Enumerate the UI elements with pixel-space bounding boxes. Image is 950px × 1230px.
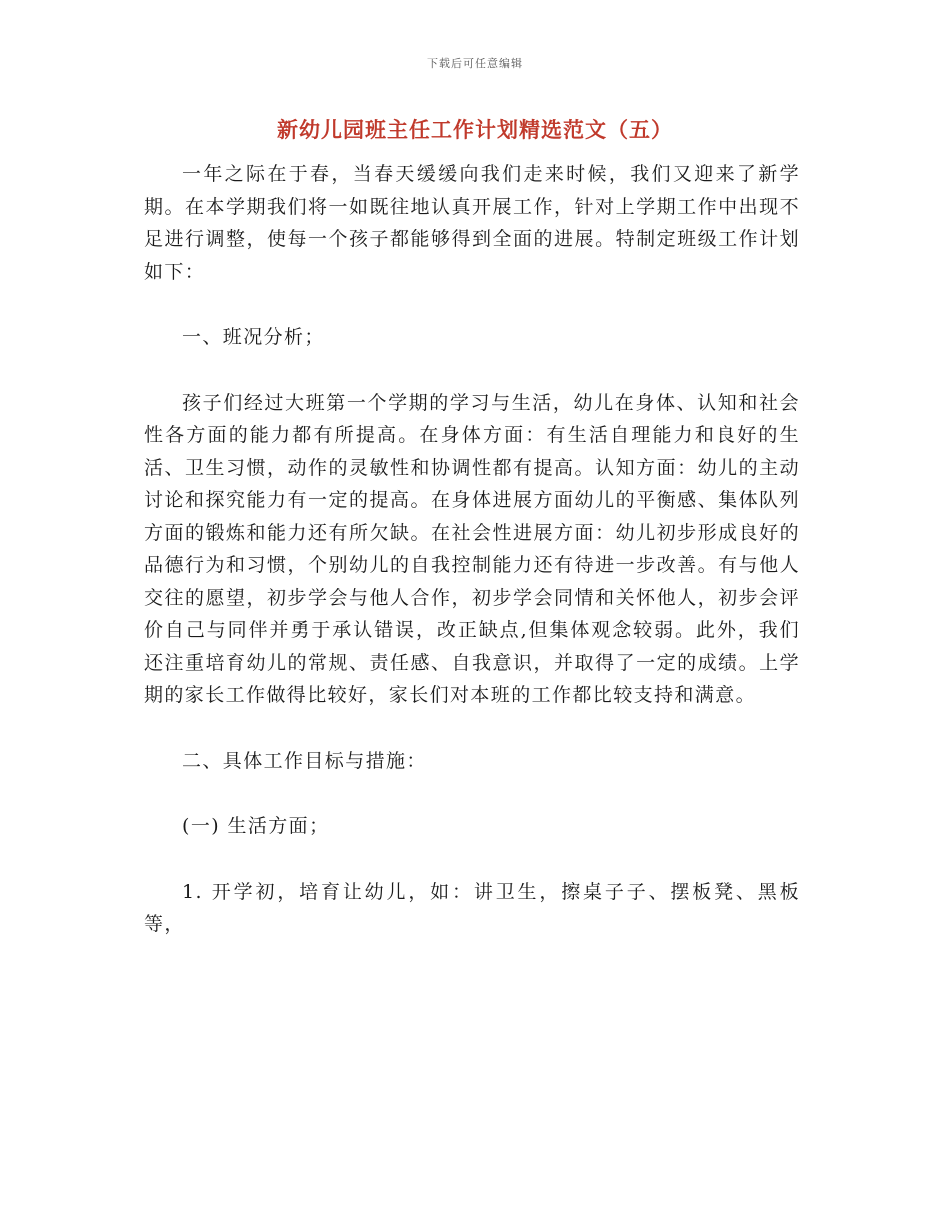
document-body <box>144 158 800 941</box>
subsection-heading-life: (一) 生活方面； <box>182 815 330 837</box>
paragraph-spacer <box>144 777 800 810</box>
section-heading-class-analysis: 一、班况分析； <box>182 326 325 348</box>
paragraph-spacer <box>144 354 800 387</box>
intro-paragraph: 一年之际在于春，当春天缓缓向我们走来时候，我们又迎来了新学期。在本学期我们将一如既往地认真开展工作，针对上学期工作中出现不足进行调整，使每一个孩子都能够得到全面的进展。特制定班级工作计划如下： <box>144 163 800 283</box>
class-analysis-paragraph: 孩子们经过大班第一个学期的学习与生活，幼儿在身体、认知和社会性各方面的能力都有所提高。在身体方面：有生活自理能力和良好的生活、卫生习惯，动作的灵敏性和协调性都有提高。认知方面：幼儿的主动讨论和探究能力有一定的提高。在身体进展方面幼儿的平衡感、集体队列方面的锻炼和能力还有所欠缺。在社会性进展方面：幼儿初步形成良好的品德行为和习惯，个别幼儿的自我控制能力还有待进一步改善。有与他人交往的愿望，初步学会与他人合作，初步学会同情和关怀他人，初步会评价自己与同伴并勇于承认错误，改正缺点,但集体观念较弱。此外，我们还注重培育幼儿的常规、责任感、自我意识，并取得了一定的成绩。上学期的家长工作做得比较好，家长们对本班的工作都比较支持和满意。 <box>144 391 800 706</box>
paragraph-spacer <box>144 843 800 876</box>
document-title: 新幼儿园班主任工作计划精选范文（五） <box>277 117 673 142</box>
page-header-note: 下载后可任意编辑 <box>427 57 523 70</box>
section-heading-goals-measures: 二、具体工作目标与措施： <box>182 749 427 772</box>
list-item-1: 1. 开学初，培育让幼儿，如：讲卫生，擦桌子子、摆板凳、黑板等， <box>144 880 800 935</box>
paragraph-spacer <box>144 712 800 745</box>
paragraph-spacer <box>144 288 800 321</box>
